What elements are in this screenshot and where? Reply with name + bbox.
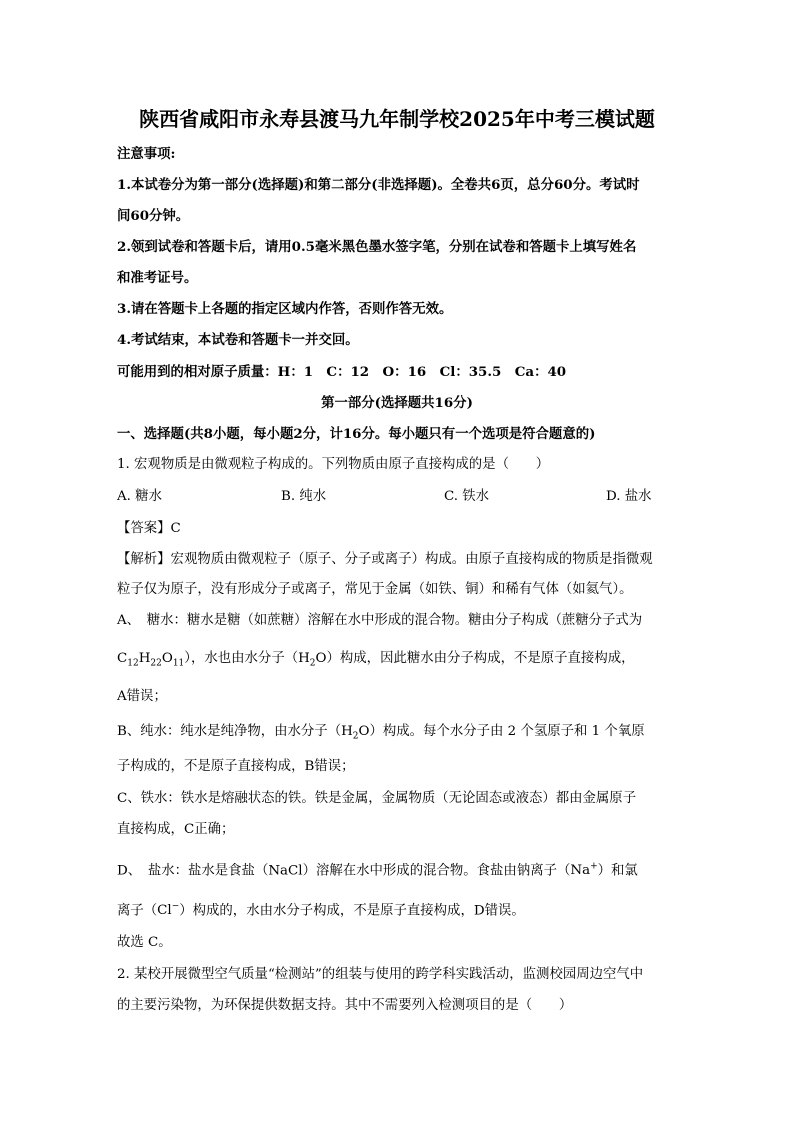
q1-exp-d-text: D、 盐水：盐水是食盐（ (117, 863, 269, 879)
notice-heading: 注意事项: (117, 146, 176, 162)
q1-exp-b-text: B、纯水：纯水是纯净物，由水分子（ (117, 724, 342, 739)
q1-exp-b-line1 (117, 723, 645, 746)
q1-exp-a-line1: A、 糖水：糖水是糖（如蔗糖）溶解在水中形成的混合物。糖由分子构成（蔗糖分子式为 (117, 613, 643, 628)
atomic-mass-line: 可能用到的相对原子质量：H：1 C：12 O：16 Cl：35.5 Ca：40 (117, 364, 567, 380)
q1-exp-c-line1: C、铁水：铁水是熔融状态的铁。铁是金属，金属物质（无论固态或液态）都由金属原子 (117, 791, 637, 806)
sucrose-formula: $C_{12}H_{22}O_{11}$ (117, 651, 185, 669)
notice-item4: 4.考试结束，本试卷和答题卡一并交回。 (117, 332, 359, 348)
notice-item1-line1: 1.本试卷分为第一部分(选择题)和第二部分(非选择题)。全卷共6页，总分60分。考试时 (117, 177, 640, 193)
salt-formula: NaCl (268, 863, 303, 879)
q1-option-d: D. 盐水 (606, 489, 652, 504)
q1-exp-a-line2 (117, 650, 635, 673)
q1-explanation-line1: 【解析】宏观物质由微观粒子（原子、分子或离子）构成。由原子直接构成的物质是指微观 (117, 552, 653, 567)
q1-exp-a-line3: A错误； (117, 689, 167, 704)
q1-explanation-line2: 粒子仅为原子，没有形成分子或离子，常见于金属（如铁、铜）和稀有气体（如氦气）。 (117, 582, 633, 597)
q1-exp-b-text-end: ）构成。每个水分子由 2 个氢原子和 1 个氧原 (369, 724, 645, 739)
q1-exp-d-text-end: ）和氯 (597, 863, 638, 879)
q1-exp-d-line2 (117, 898, 525, 920)
q1-conclusion: 故选 C。 (117, 935, 172, 950)
q1-answer: 【答案】C (117, 521, 181, 536)
notice-item3: 3.请在答题卡上各题的指定区域内作答，否则作答无效。 (117, 301, 453, 317)
q1-option-a: A. 糖水 (117, 489, 162, 504)
q1-exp-d-line2-start: 离子（ (117, 903, 158, 919)
q1-exp-c-line2: 直接构成，C正确； (117, 822, 235, 837)
section-heading: 一、选择题(共8小题，每小题2分，计16分。每小题只有一个选项是符合题意的) (117, 426, 596, 442)
water-formula: $H_2O$ (341, 724, 370, 742)
sodium-ion: Na+ (570, 862, 598, 879)
notice-item2-line1: 2.领到试卷和答题卡后，请用0.5毫米黑色墨水签字笔，分别在试卷和答题卡上填写姓名 (117, 239, 637, 255)
q2-stem-line1: 2. 某校开展微型空气质量“检测站”的组装与使用的跨学科实践活动，监测校园周边空气中 (117, 967, 644, 982)
q1-exp-b-line2: 子构成的，不是原子直接构成，B错误； (117, 759, 355, 774)
q1-exp-a-text: ），水也由水分子（ (184, 651, 299, 666)
exam-title: 陕西省咸阳市永寿县渡马九年制学校2025年中考三模试题 (139, 107, 655, 131)
q1-stem: 1. 宏观物质是由微观粒子构成的。下列物质由原子直接构成的是（ ） (117, 457, 550, 472)
q1-option-c: C. 铁水 (444, 489, 490, 504)
notice-item2-line2: 和准考证号。 (117, 270, 198, 286)
water-formula: $H_2O$ (298, 651, 327, 669)
chloride-ion: Cl− (157, 902, 180, 919)
q1-exp-d-line1 (117, 858, 638, 880)
q1-option-b: B. 纯水 (281, 489, 327, 504)
q1-exp-d-line2-end: ）构成的，水由水分子构成，不是原子直接构成，D错误。 (179, 903, 525, 919)
q2-stem-line2: 的主要污染物，为环保提供数据支持。其中不需要列入检测项目的是（ ） (117, 998, 573, 1013)
q1-exp-d-text-mid: ）溶解在水中形成的混合物。食盐由钠离子（ (302, 863, 571, 879)
part1-heading: 第一部分(选择题共16分) (321, 395, 473, 411)
q1-exp-a-text-end: ）构成，因此糖水由分子构成，不是原子直接构成， (326, 651, 635, 666)
notice-item1-line2: 间60分钟。 (117, 208, 190, 224)
